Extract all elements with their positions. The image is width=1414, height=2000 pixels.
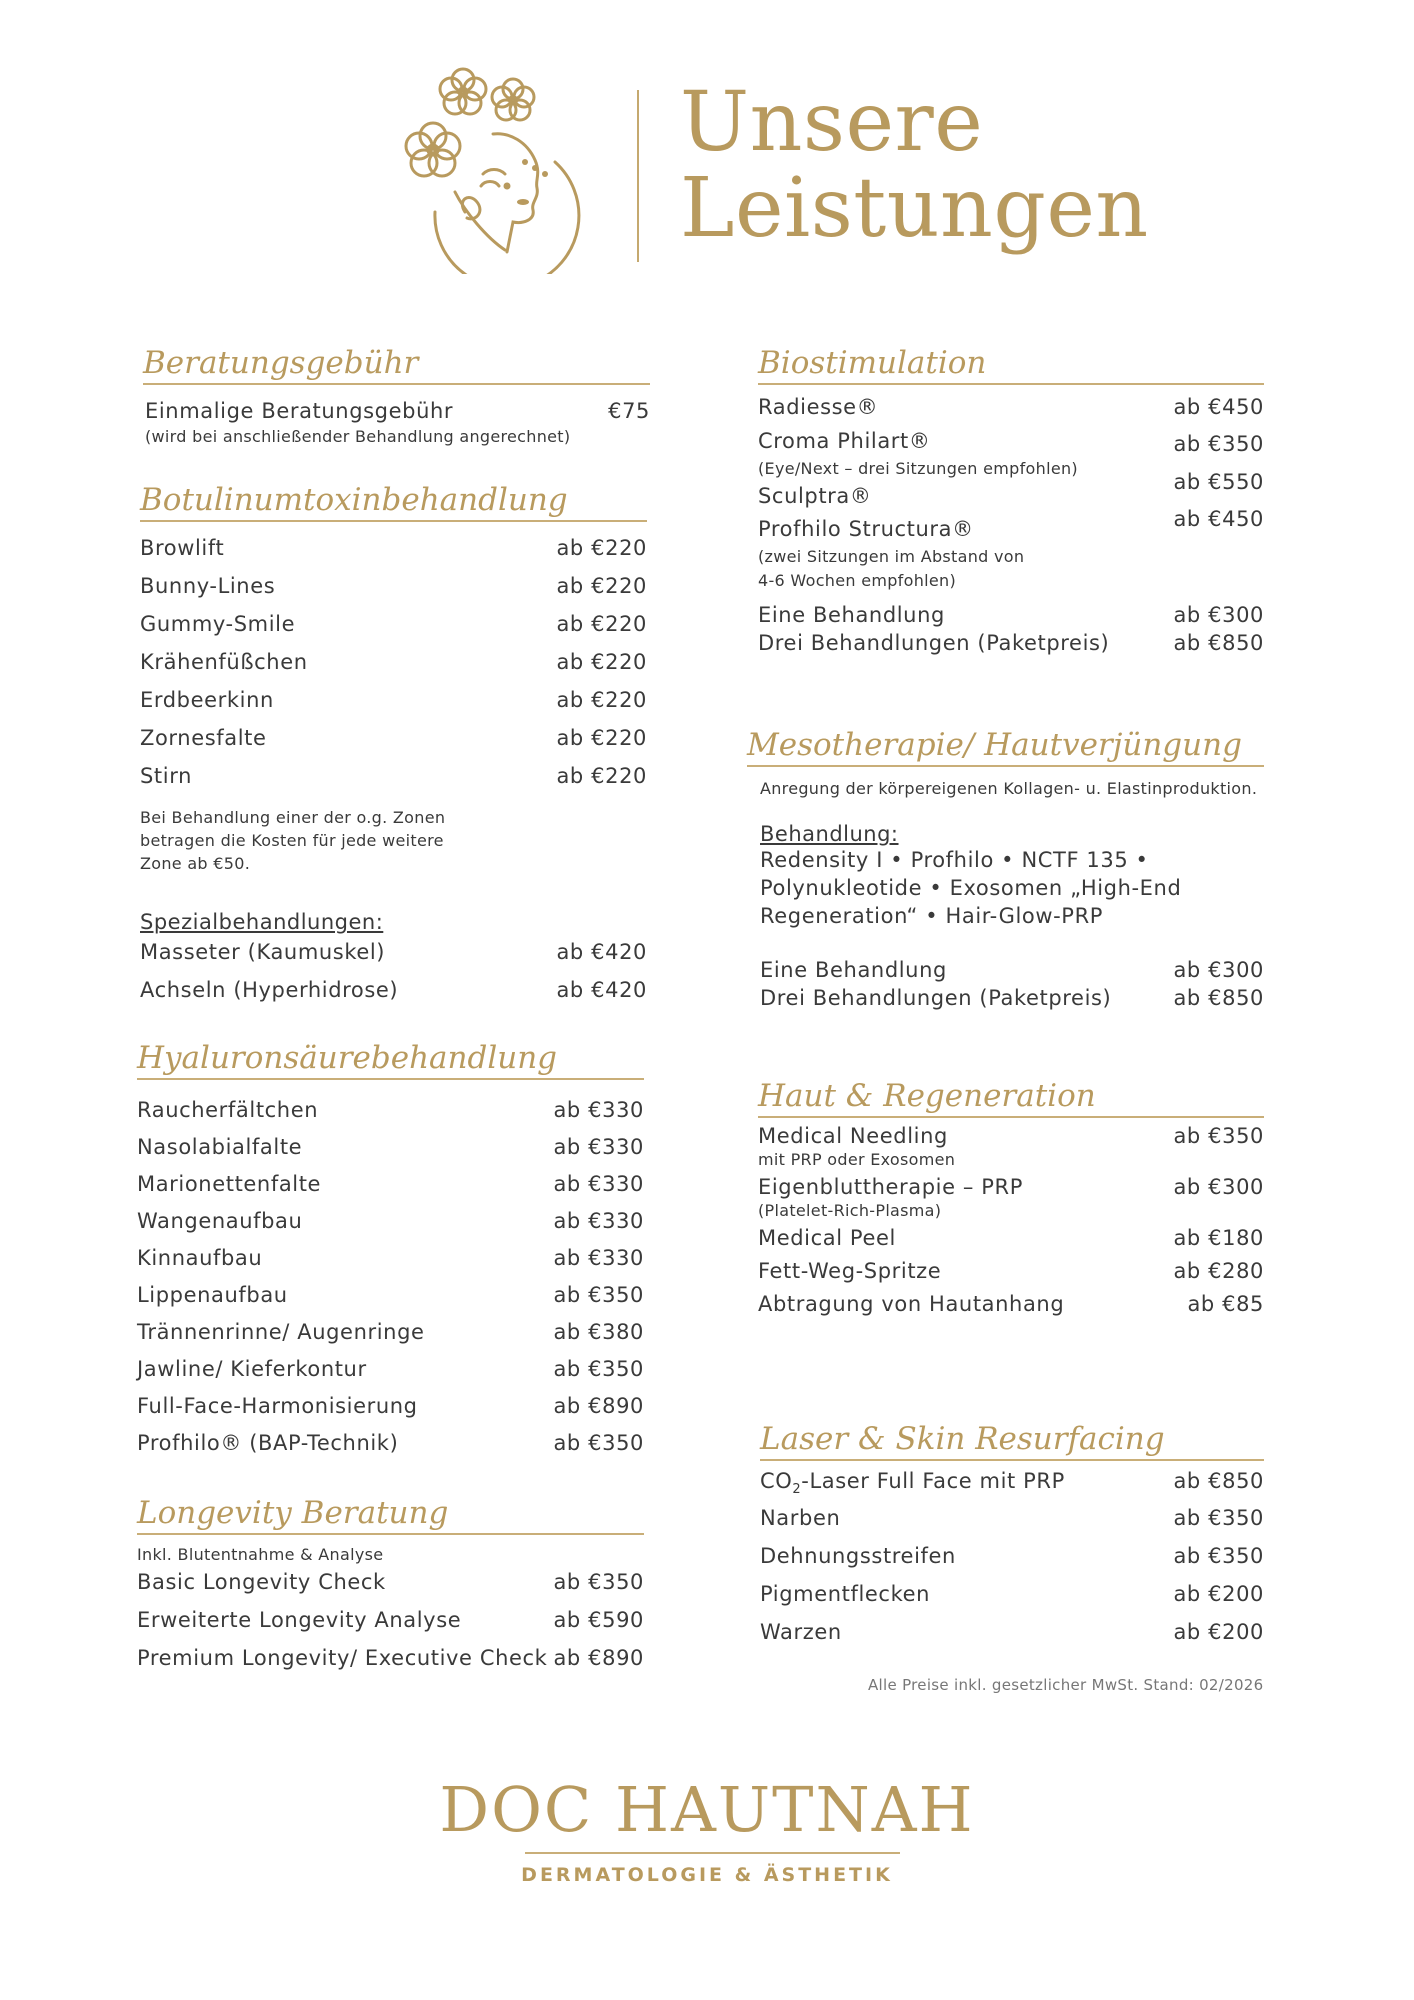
item-price: ab €330 — [553, 1172, 644, 1196]
item-price: ab €890 — [553, 1646, 644, 1670]
section-title: Laser & Skin Resurfacing — [760, 1421, 1165, 1457]
item-price: ab €380 — [553, 1320, 644, 1344]
section-title: Longevity Beratung — [137, 1495, 449, 1531]
item-price: ab €590 — [553, 1608, 644, 1632]
item-name: Browlift — [140, 536, 225, 560]
note-line: Zone ab €50. — [140, 854, 251, 873]
item-name: Drei Behandlungen (Paketpreis) — [760, 986, 1112, 1010]
brand-subtitle: DERMATOLOGIE & ÄSTHETIK — [521, 1864, 893, 1886]
item-name: Wangenaufbau — [137, 1209, 303, 1233]
price-row — [760, 1582, 1264, 1620]
botox-note — [140, 806, 647, 875]
price-row — [760, 1544, 1264, 1582]
section-bio — [758, 343, 1264, 657]
section-rule — [760, 1459, 1264, 1461]
laser-list — [760, 1506, 1264, 1658]
price-row — [137, 1283, 644, 1320]
item-note: (zwei Sitzungen im Abstand von — [758, 547, 1025, 566]
price-row — [758, 629, 1264, 657]
section-haut — [758, 1076, 1264, 1325]
section-hyaluron — [137, 1038, 644, 1468]
price-row — [758, 601, 1264, 629]
section-botox — [140, 480, 647, 1016]
item-name: Masseter (Kaumuskel) — [140, 940, 386, 964]
item-price: ab €330 — [553, 1098, 644, 1122]
item-name: Erweiterte Longevity Analyse — [137, 1608, 462, 1632]
item-price: ab €350 — [1173, 1124, 1264, 1148]
item-price: ab €420 — [556, 940, 647, 964]
note-line: Bei Behandlung einer der o.g. Zonen — [140, 808, 446, 827]
section-rule — [137, 1078, 644, 1080]
brand-name: DOC HAUTNAH — [439, 1773, 975, 1846]
item-price: ab €280 — [1173, 1259, 1264, 1283]
page-title-line1: Unsere — [680, 75, 984, 170]
woman-face-flowers-logo — [395, 62, 585, 274]
page-title-line2: Leistungen — [680, 161, 1149, 256]
item-name: Warzen — [760, 1620, 842, 1644]
price-row — [137, 1570, 644, 1608]
item-price: ab €550 — [1173, 470, 1264, 494]
item-name: Radiesse® — [758, 395, 879, 419]
price-row — [137, 1135, 644, 1172]
price-row — [760, 1469, 1264, 1506]
item-name: Medical Peel — [758, 1226, 896, 1250]
haut-list — [758, 1124, 1264, 1316]
item-note: (Eye/Next – drei Sitzungen empfohlen) — [758, 459, 1078, 478]
price-row — [137, 1646, 644, 1684]
section-longevity — [137, 1493, 644, 1684]
section-rule — [143, 383, 650, 385]
item-name: Profhilo® (BAP-Technik) — [137, 1431, 399, 1455]
item-name: Eine Behandlung — [758, 603, 945, 627]
item-price: ab €850 — [1173, 986, 1264, 1010]
item-price: ab €450 — [1173, 395, 1264, 419]
item-name: Abtragung von Hautanhang — [758, 1292, 1065, 1316]
item-note: mit PRP oder Exosomen — [758, 1150, 956, 1169]
item-name: Narben — [760, 1506, 841, 1530]
section-rule — [140, 520, 647, 522]
meso-line: Polynukleotide • Exosomen „High-End — [760, 876, 1182, 900]
item-price: ab €330 — [553, 1246, 644, 1270]
item-name: Jawline/ Kieferkontur — [137, 1357, 367, 1381]
brand-rule — [525, 1852, 900, 1854]
list-item — [758, 1292, 1264, 1316]
price-row — [140, 688, 647, 726]
section-laser — [760, 1419, 1264, 1658]
item-price: ab €300 — [1173, 1175, 1264, 1199]
item-price: ab €300 — [1173, 958, 1264, 982]
price-row — [760, 956, 1264, 984]
price-row — [140, 574, 647, 612]
section-title: Mesotherapie/ Hautverjüngung — [747, 727, 1242, 763]
item-price: ab €350 — [553, 1283, 644, 1307]
item-price: ab €420 — [556, 978, 647, 1002]
item-name: Raucherfältchen — [137, 1098, 319, 1122]
note-line: betragen die Kosten für jede weitere — [140, 831, 444, 850]
item-name: Eine Behandlung — [760, 958, 947, 982]
item-name: Medical Needling — [758, 1124, 948, 1148]
section-title: Haut & Regeneration — [758, 1078, 1096, 1114]
item-name: Zornesfalte — [140, 726, 267, 750]
item-name: Sculptra® — [758, 484, 872, 508]
price-row — [137, 1394, 644, 1431]
item-note: (wird bei anschließender Behandlung angerechnet) — [145, 427, 571, 446]
price-row — [145, 399, 650, 423]
special-label: Spezialbehandlungen: — [140, 910, 384, 934]
item-name: Premium Longevity/ Executive Check — [137, 1646, 548, 1670]
price-row — [137, 1608, 644, 1646]
header-divider — [637, 90, 639, 262]
item-price: ab €220 — [556, 688, 647, 712]
section-beratung — [143, 343, 650, 448]
section-rule — [747, 765, 1264, 767]
item-price: ab €220 — [556, 650, 647, 674]
item-name: Trännenrinne/ Augenringe — [137, 1320, 425, 1344]
botox-list — [140, 536, 647, 802]
price-row — [137, 1246, 644, 1283]
item-price: ab €200 — [1173, 1620, 1264, 1644]
item-name: Marionettenfalte — [137, 1172, 322, 1196]
section-title: Beratungsgebühr — [143, 345, 419, 381]
item-name: Drei Behandlungen (Paketpreis) — [758, 631, 1110, 655]
section-rule — [137, 1533, 644, 1535]
price-row — [140, 650, 647, 688]
item-price: €75 — [608, 399, 650, 423]
item-price: ab €300 — [1173, 603, 1264, 627]
item-name: Profhilo Structura® — [758, 517, 974, 541]
bio-items — [758, 395, 1264, 601]
price-row — [760, 1620, 1264, 1658]
item-price: ab €350 — [553, 1357, 644, 1381]
price-row — [137, 1098, 644, 1135]
item-name: Fett-Weg-Spritze — [758, 1259, 942, 1283]
list-item — [758, 1259, 1264, 1283]
special-list — [140, 940, 647, 1016]
co2-prefix: CO — [760, 1469, 793, 1493]
price-row — [758, 1226, 1264, 1250]
price-row — [137, 1172, 644, 1209]
price-row — [137, 1209, 644, 1246]
price-row — [140, 726, 647, 764]
section-rule — [758, 1116, 1264, 1118]
item-price: ab €330 — [553, 1135, 644, 1159]
item-name: Stirn — [140, 764, 192, 788]
item-price: ab €350 — [1173, 1506, 1264, 1530]
co2-sub: 2 — [792, 1482, 802, 1498]
price-row — [758, 1259, 1264, 1283]
item-price: ab €85 — [1187, 1292, 1264, 1316]
item-price: ab €350 — [1173, 1544, 1264, 1568]
item-price: ab €850 — [1173, 631, 1264, 655]
item-name: Bunny-Lines — [140, 574, 276, 598]
item-name: Achseln (Hyperhidrose) — [140, 978, 399, 1002]
item-price: ab €350 — [1173, 432, 1264, 456]
meso-label: Behandlung: — [760, 822, 899, 846]
price-row — [137, 1320, 644, 1357]
item-name: Kinnaufbau — [137, 1246, 263, 1270]
item-price: ab €200 — [1173, 1582, 1264, 1606]
item-price: ab €350 — [553, 1570, 644, 1594]
price-row — [140, 764, 647, 802]
item-note: (Platelet-Rich-Plasma) — [758, 1201, 942, 1220]
item-price: ab €220 — [556, 612, 647, 636]
price-row — [760, 1506, 1264, 1544]
list-item — [758, 1175, 1264, 1222]
item-name: Full-Face-Harmonisierung — [137, 1394, 418, 1418]
section-title: Biostimulation — [758, 345, 987, 381]
section-meso — [747, 725, 1264, 1012]
item-price: ab €220 — [556, 764, 647, 788]
item-name: Nasolabialfalte — [137, 1135, 303, 1159]
section-title: Hyaluronsäurebehandlung — [137, 1040, 558, 1076]
item-name: Basic Longevity Check — [137, 1570, 386, 1594]
longevity-list — [137, 1570, 644, 1684]
co2-rest: -Laser Full Face mit PRP — [801, 1469, 1065, 1493]
price-row — [140, 940, 647, 978]
item-price: ab €180 — [1173, 1226, 1264, 1250]
item-name: Dehnungsstreifen — [760, 1544, 956, 1568]
item-price: ab €890 — [553, 1394, 644, 1418]
item-name: Pigmentflecken — [760, 1582, 931, 1606]
item-price: ab €350 — [553, 1431, 644, 1455]
price-row — [137, 1357, 644, 1394]
item-name: Croma Philart® — [758, 429, 931, 453]
item-name: Erdbeerkinn — [140, 688, 274, 712]
price-row — [760, 984, 1264, 1012]
item-price: ab €220 — [556, 536, 647, 560]
price-row — [758, 1175, 1264, 1199]
item-name: Gummy-Smile — [140, 612, 296, 636]
meso-line: Redensity I • Profhilo • NCTF 135 • — [760, 848, 1149, 872]
item-price: ab €220 — [556, 726, 647, 750]
price-row — [140, 536, 647, 574]
footer-note: Alle Preise inkl. gesetzlicher MwSt. Stand: 02/2026 — [868, 1676, 1264, 1694]
item-name — [760, 1469, 1065, 1497]
item-price: ab €220 — [556, 574, 647, 598]
item-name: Einmalige Beratungsgebühr — [145, 399, 454, 423]
item-name: Eigenbluttherapie – PRP — [758, 1175, 1023, 1199]
item-price: ab €330 — [553, 1209, 644, 1233]
hyaluron-list — [137, 1098, 644, 1468]
list-item — [758, 1124, 1264, 1171]
meso-intro: Anregung der körpereigenen Kollagen- u. Elastinproduktion. — [760, 779, 1258, 798]
longevity-note: Inkl. Blutentnahme & Analyse — [137, 1545, 384, 1564]
item-price: ab €850 — [1173, 1469, 1264, 1493]
item-name: Lippenaufbau — [137, 1283, 288, 1307]
price-row — [137, 1431, 644, 1468]
price-row — [140, 612, 647, 650]
page-title — [680, 75, 1149, 256]
item-name: Krähenfüßchen — [140, 650, 308, 674]
price-row — [758, 1292, 1264, 1316]
item-price: ab €450 — [1173, 507, 1264, 531]
meso-line: Regeneration“ • Hair-Glow-PRP — [760, 904, 1104, 928]
section-title: Botulinumtoxinbehandlung — [140, 482, 568, 518]
price-row — [758, 1124, 1264, 1148]
price-row — [140, 978, 647, 1016]
item-note: 4-6 Wochen empfohlen) — [758, 571, 957, 590]
section-rule — [758, 383, 1264, 385]
list-item — [758, 1226, 1264, 1250]
